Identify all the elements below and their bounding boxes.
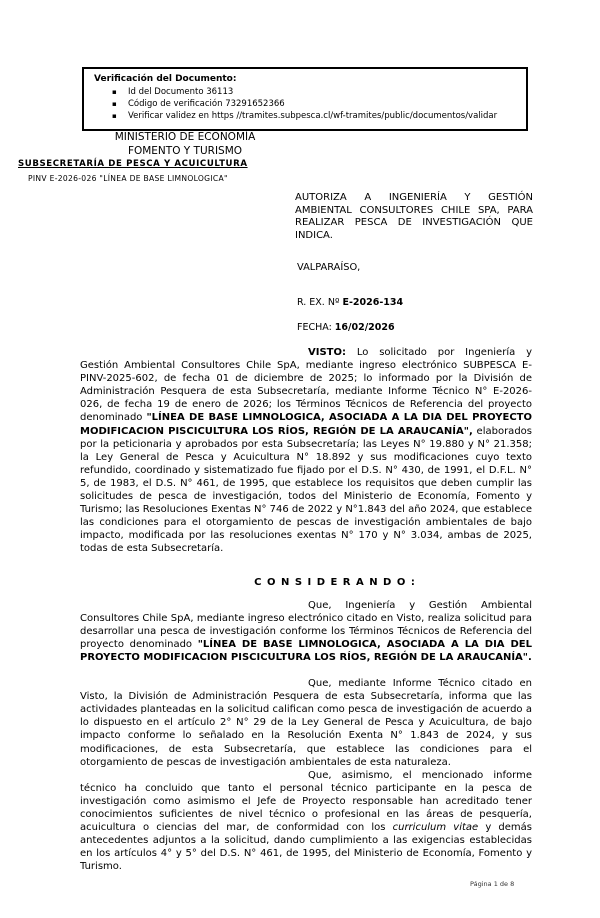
visto-project-name: "LÍNEA DE BASE LIMNOLOGICA, ASOCIADA A LA DIA DEL PROYECTO MODIFICACION PISCICULTURA LOS RÍOS, REGIÓN DE LA ARAUCANÍA", — [80, 412, 533, 437]
city-line: VALPARAÍSO, — [297, 262, 361, 273]
resolution-number: E-2026-134 — [342, 297, 404, 308]
resolution-date-line — [297, 322, 395, 333]
considerando-paragraph-2: Que, mediante Informe Técnico citado en Visto, la División de Administración Pesquera de esta Subsecretaría, informa que las actividades planteadas en la solicitud califican como pesca de investigación de acuerdo a lo dispuesto en el artículo 2° N° 29 de la Ley General de Pesca y Acuicultura, de bajo impacto conforme lo señalado en la Resolución Exenta N° 1.843 de 2024, y sus modificaciones, de esta Subsecretaría, que establece las condiciones para el otorgamiento de pescas de investigación ambientales de esta naturaleza. — [80, 678, 532, 768]
ministry-name — [15, 131, 355, 158]
verification-item-text: Id del Documento 36113 — [128, 87, 234, 97]
project-reference: PINV E-2026-026 "LÍNEA DE BASE LIMNOLOGICA" — [28, 174, 228, 183]
resolution-date-label: FECHA: — [297, 322, 335, 333]
visto-text-1: Lo solicitado por Ingeniería y Gestión Ambiental Consultores Chile SpA, mediante ingreso electrónico SUBPESCA E-PINV-2025-602, de fecha 01 de diciembre de 2025; lo informado por la División de Administración Pesquera de esta Subsecretaría, mediante Informe Técnico N° E-2026-026, de fecha 19 de enero de 2026; los Términos Técnicos de Referencia del proyecto denominado — [80, 347, 532, 424]
resolution-date: 16/02/2026 — [334, 322, 395, 333]
resolution-number-line — [297, 297, 403, 308]
considerando-paragraph-1 — [80, 599, 532, 664]
verification-item — [94, 99, 518, 110]
verification-item-text: Código de verificación 73291652366 — [128, 99, 285, 109]
verification-item — [94, 111, 518, 122]
considerando-1-project-name: "LÍNEA DE BASE LIMNOLOGICA, ASOCIADA A LA DIA DEL PROYECTO MODIFICACION PISCICULTURA LOS RÍOS, REGIÓN DE LA ARAUCANÍA". — [80, 638, 532, 663]
subsecretaria-title: SUBSECRETARÍA DE PESCA Y ACUICULTURA — [18, 159, 248, 169]
page-number: Página 1 de 8 — [470, 880, 515, 888]
verification-item — [94, 87, 518, 98]
ministry-line-2: FOMENTO Y TURISMO — [127, 144, 243, 157]
considerando-3-text-2: y demás antecedentes adjuntos a la solicitud, dando cumplimiento a las exigencias establecidas en los artículos 4° y 5° del D.S. N° 461, de 1995, del Ministerio de Economía, Fomento y Turismo. — [80, 822, 533, 873]
ministry-line-1: MINISTERIO DE ECONOMÍA — [114, 131, 256, 143]
visto-label: VISTO: — [308, 347, 346, 358]
resolution-subject: AUTORIZA A INGENIERÍA Y GESTIÓN AMBIENTAL CONSULTORES CHILE SPA, PARA REALIZAR PESCA DE INVESTIGACIÓN QUE INDICA. — [295, 192, 533, 241]
visto-text-2: elaborados por la peticionaria y aprobados por esta Subsecretaría; las Leyes N° 19.880 y N° 21.358; la Ley General de Pesca y Acuicultura N° 18.892 y sus modificaciones cuyo texto refundido, coordinado y sistematizado fue fijado por el D.S. N° 430, de 1991, el D.F.L. N° 5, de 1983, el D.S. N° 461, de 1995, que establece los requisitos que deben cumplir las solicitudes de pesca de investigación, todos del Ministerio de Economía, Fomento y Turismo; las Resoluciones Exentas N° 746 de 2022 y N°1.843 del año 2024, que establece las condiciones para el otorgamiento de pescas de investigación ambientales de bajo impacto, modificada por las resoluciones exentas N° 170 y N° 3.034, ambas de 2025, todas de esta Subsecretaría. — [80, 425, 532, 555]
bullet-icon: ▪ — [112, 100, 117, 108]
considerando-heading: C O N S I D E R A N D O : — [254, 576, 416, 588]
verification-box — [82, 67, 528, 131]
verification-item-text: Verificar validez en https //tramites.subpesca.cl/wf-tramites/public/documentos/validar — [128, 111, 498, 121]
document-body — [80, 346, 532, 873]
bullet-icon: ▪ — [112, 112, 117, 120]
bullet-icon: ▪ — [112, 88, 117, 96]
considerando-1-text: Que, Ingeniería y Gestión Ambiental Consultores Chile SpA, mediante ingreso electrónico citado en Visto, realiza solicitud para desarrollar una pesca de investigación conforme los Términos Técnicos de Referencia del proyecto denominado — [80, 599, 532, 650]
considerando-3-text-1: Que, asimismo, el mencionado informe técnico ha concluido que tanto el personal técnico participante en la pesca de investigación como asimismo el Jefe de Proyecto responsable han acreditado tener conocimientos suficientes de nivel técnico o profesional en las áreas de pesquería, acuicultura o ciencias del mar, de conformidad con los — [80, 769, 532, 834]
curriculum-vitae-italic: curriculum vitae — [392, 822, 479, 834]
resolution-number-label: R. EX. Nº — [297, 297, 343, 308]
visto-paragraph — [80, 346, 532, 556]
verification-title: Verificación del Documento: — [94, 74, 237, 84]
considerando-paragraph-3 — [80, 769, 532, 874]
